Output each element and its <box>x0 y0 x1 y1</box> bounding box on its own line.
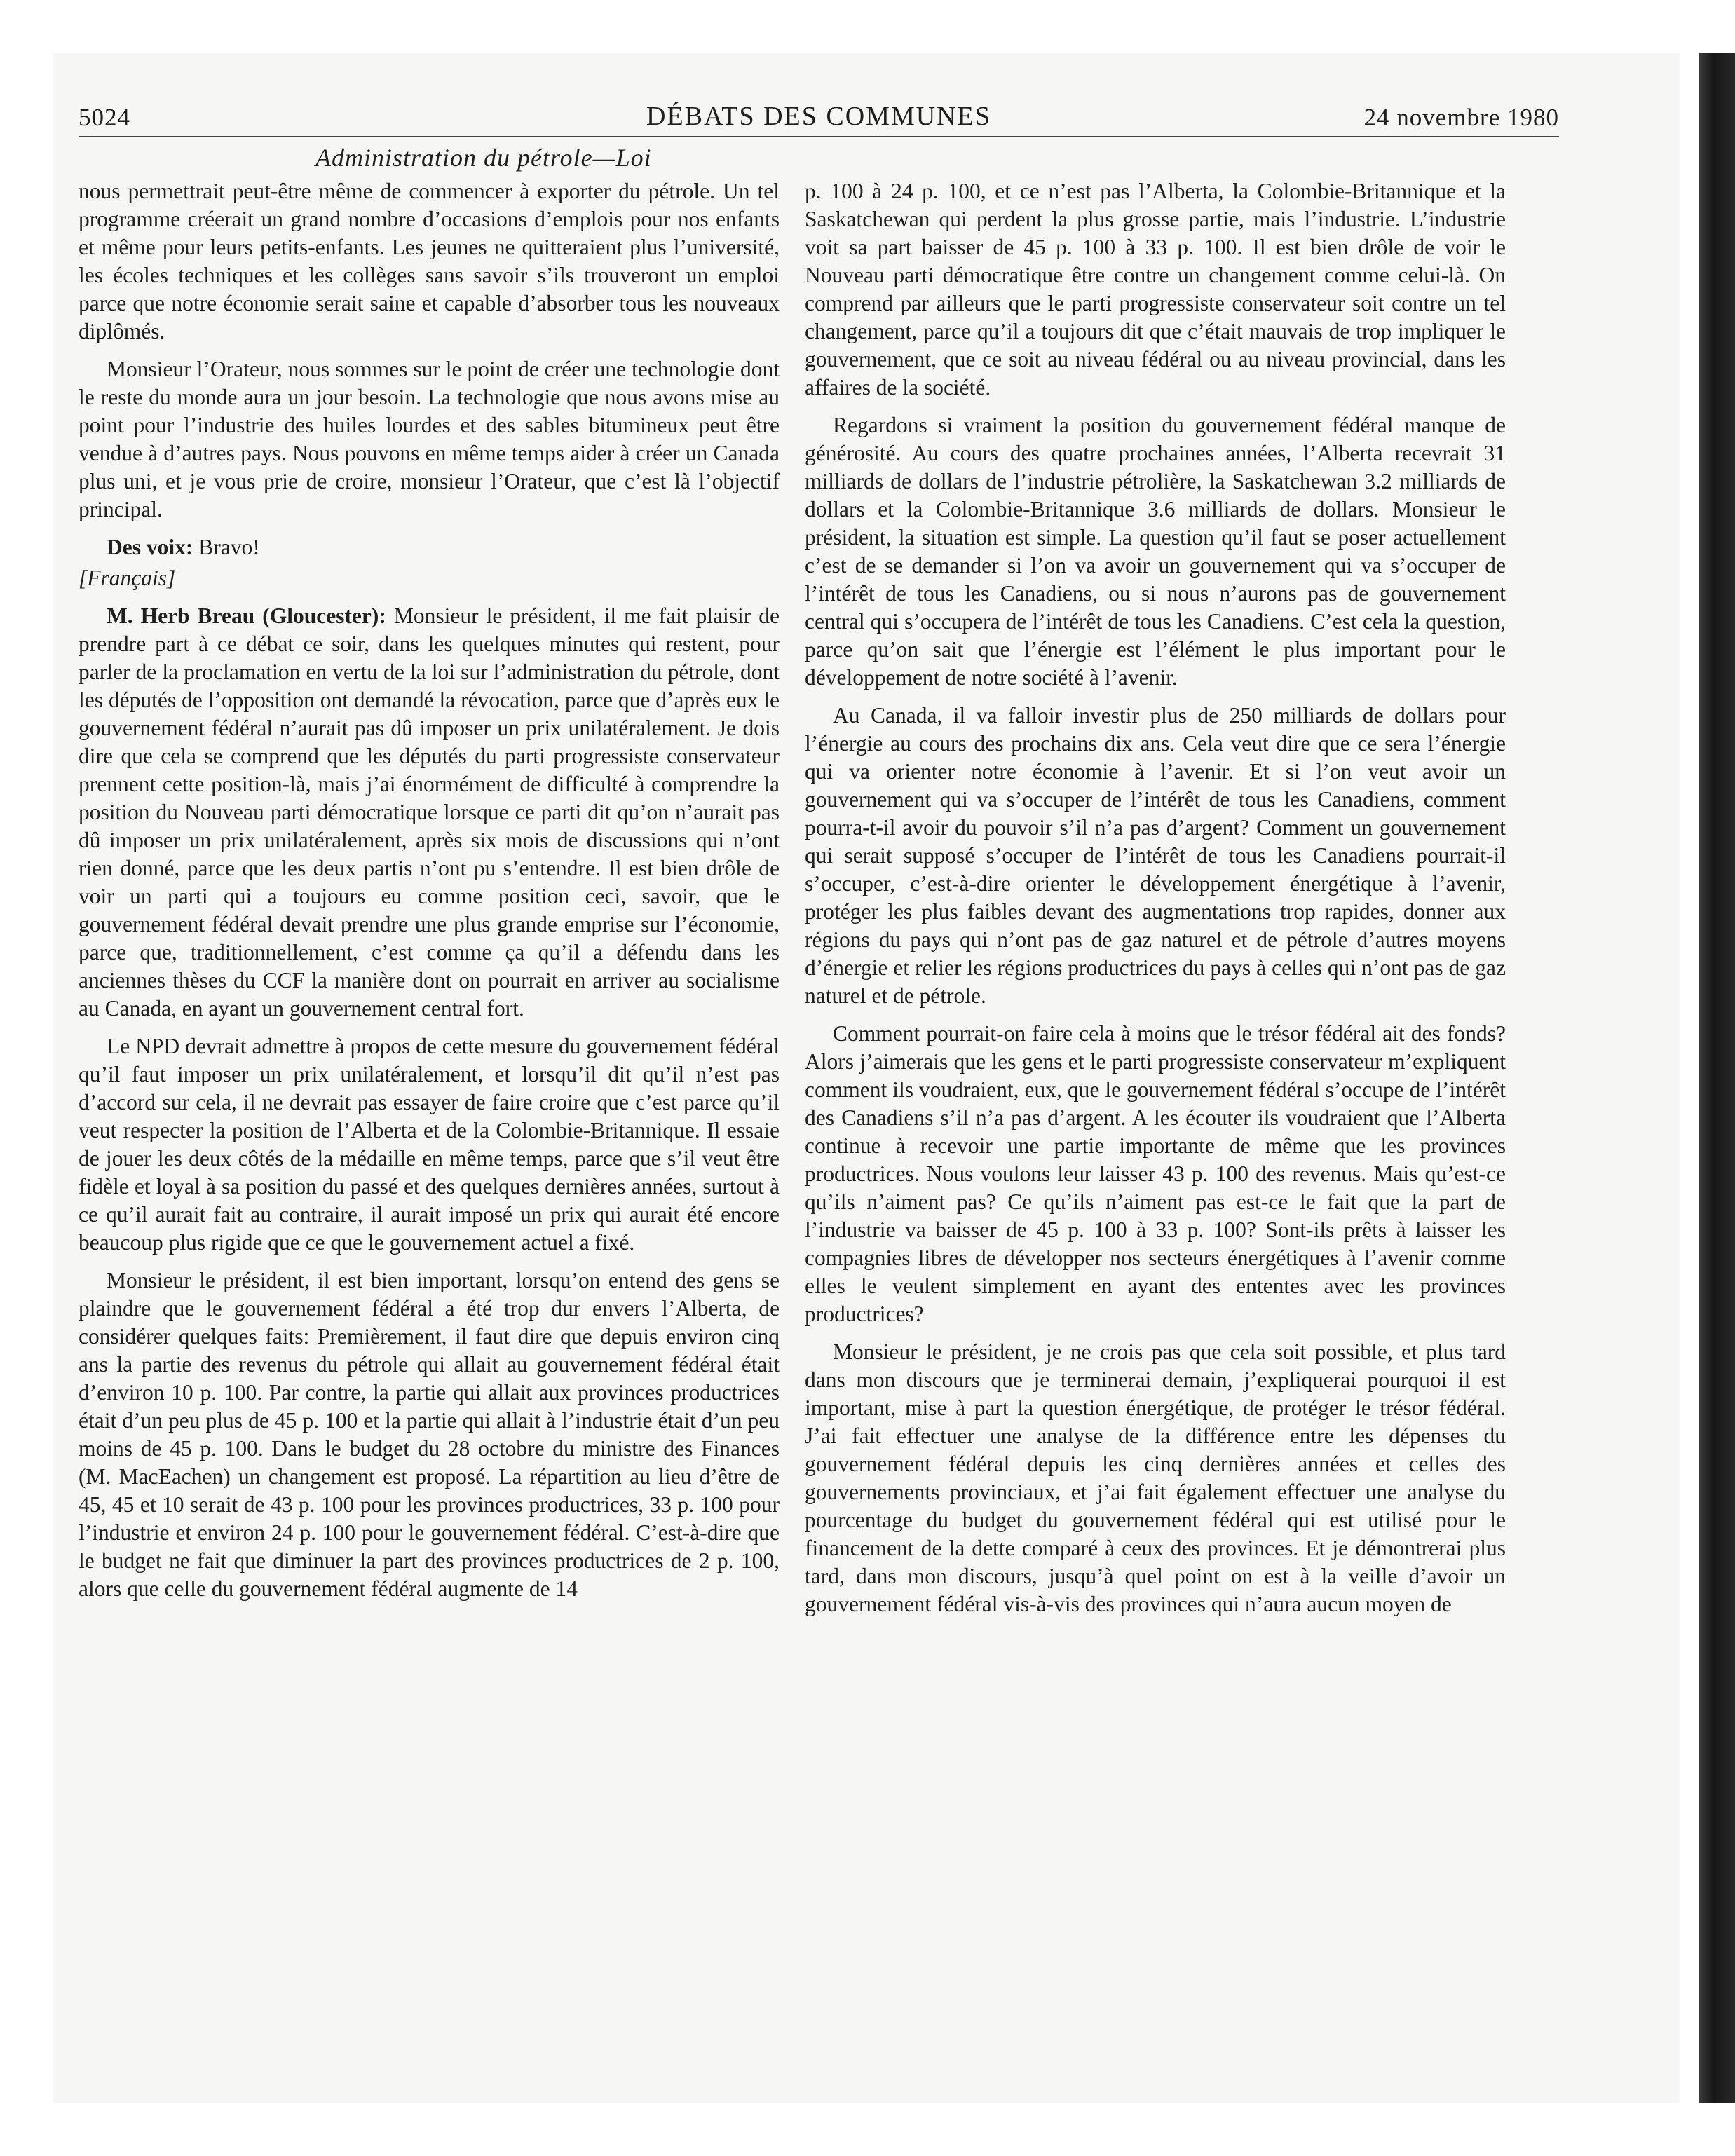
interjection <box>79 533 780 561</box>
speech-paragraph <box>79 602 780 1023</box>
speech-text: Monsieur le président, il me fait plaisir de prendre part à ce débat ce soir, dans les quelques minutes qui restent, pour parler de la proclamation en vertu de la loi sur l’administration du pétrole, dont les députés de l’opposition ont demandé la révocation, parce que d’après eux le gouvernement fédéral n’aurait pas dû imposer un prix unilatéralement. Je dois dire que cela se comprend que les députés du parti progressiste conservateur prennent cette position-là, mais j’ai énormément de difficulté à comprendre la position du Nouveau parti démocratique lorsque ce parti dit qu’on n’aurait pas dû imposer un prix unilatéralement, après six mois de discussions qui n’ont rien donné, parce que les deux partis n’ont pu s’entendre. Il est bien drôle de voir un parti qui a toujours eu comme position ceci, savoir, que le gouvernement fédéral devait prendre une plus grande emprise sur l’économie, parce que, traditionnellement, c’est comme ça qu’il a défendu dans les anciennes thèses du CCF la manière dont on pourrait en arriver au socialisme au Canada, en ayant un gouvernement central fort. <box>79 603 780 1021</box>
scan-edge-shadow <box>1699 53 1735 2103</box>
interjection-text: Bravo! <box>193 535 260 559</box>
paragraph: nous permettrait peut-être même de commencer à exporter du pétrole. Un tel programme créerait un grand nombre d’occasions d’emplois pour nos enfants et même pour leurs petits-enfants. Les jeunes ne quitteraient plus l’université, les écoles techniques et les collèges sans savoir s’ils trouveront un emploi parce que notre économie serait saine et capable d’absorber tous les nouveaux diplômés. <box>79 179 780 343</box>
paragraph: p. 100 à 24 p. 100, et ce n’est pas l’Alberta, la Colombie-Britannique et la Saskatchewan qui perdent la plus grosse partie, mais l’industrie. L’industrie voit sa part baisser de 45 p. 100 à 33 p. 100. Il est bien drôle de voir le Nouveau parti démocratique être contre un changement comme celui-là. On comprend par ailleurs que le parti progressiste conservateur soit contre un tel changement, parce qu’il a toujours dit que c’était mauvais de trop impliquer le gouvernement, que ce soit au niveau fédéral ou au niveau provincial, dans les affaires de la société. <box>805 179 1506 400</box>
page-header <box>79 94 1559 137</box>
left-column <box>79 177 780 1603</box>
paragraph: Le NPD devrait admettre à propos de cette mesure du gouvernement fédéral qu’il faut imposer un prix unilatéralement, et lorsqu’il dit qu’il n’est pas d’accord sur cela, il ne devrait pas essayer de faire croire que c’est parce qu’il veut respecter la position de l’Alberta et de la Colombie-Britannique. Il essaie de jouer les deux côtés de la médaille en même temps, parce que s’il veut être fidèle et loyal à sa position du passé et des quelques dernières années, surtout à ce qu’il aurait fait au contraire, il aurait imposé un prix qui aurait été encore beaucoup plus rigide que ce que le gouvernement actuel a fixé. <box>79 1034 780 1255</box>
paragraph: Monsieur le président, je ne crois pas que cela soit possible, et plus tard dans mon discours que je terminerai demain, j’expliquerai pourquoi il est important, mise à part la question énergétique, de protéger le trésor fédéral. J’ai fait effectuer une analyse de la différence entre les dépenses du gouvernement fédéral depuis les cinq dernières années et celles des gouvernements provinciaux, et j’ai fait également effectuer une analyse du pourcentage du budget du gouvernement fédéral qui est utilisé pour le financement de la dette comparé à ceux des provinces. Et je démontrerai plus tard, dans mon discours, jusqu’à quel point on est à la veille d’avoir un gouvernement fédéral vis-à-vis des provinces qui n’aura aucun moyen de <box>805 1339 1506 1616</box>
paragraph: Au Canada, il va falloir investir plus de 250 milliards de dollars pour l’énergie au cours des prochains dix ans. Cela veut dire que ce sera l’énergie qui va orienter notre économie à l’avenir. Et si l’on veut avoir un gouvernement qui va s’occuper de l’intérêt de tous les Canadiens, comment pourra-t-il avoir du pouvoir s’il n’a pas d’argent? Comment un gouvernement qui serait supposé s’occuper de l’intérêt de tous les Canadiens pourrait-il s’occuper, c’est-à-dire orienter le développement énergétique à l’avenir, protéger les plus faibles devant des augmentations trop rapides, donner aux régions du pays qui n’ont pas de gaz naturel et de pétrole d’autres moyens d’énergie et relier les régions productrices du pays à celles qui n’ont pas de gaz naturel et de pétrole. <box>805 703 1506 1008</box>
speaker-name: Des voix: <box>107 535 193 559</box>
paragraph: Monsieur le président, il est bien important, lorsqu’on entend des gens se plaindre que le gouvernement fédéral a été trop dur envers l’Alberta, de considérer quelques faits: Premièrement, il faut dire que depuis environ cinq ans la partie des revenus du pétrole qui allait au gouvernement fédéral était d’environ 10 p. 100. Par contre, la partie qui allait aux provinces productrices était d’un peu plus de 45 p. 100 et la partie qui allait à l’industrie était d’un peu moins de 45 p. 100. Dans le budget du 28 octobre du ministre des Finances (M. MacEachen) un changement est proposé. La répartition au lieu d’être de 45, 45 et 10 serait de 43 p. 100 pour les provinces productrices, 33 p. 100 pour l’industrie et environ 24 p. 100 pour le gouvernement fédéral. C’est-à-dire que le budget ne fait que diminuer la part des provinces productrices de 2 p. 100, alors que celle du gouvernement fédéral augmente de 14 <box>79 1268 780 1601</box>
page-number: 5024 <box>79 104 130 131</box>
language-marker: [Français] <box>79 566 176 590</box>
running-title: Administration du pétrole—Loi <box>315 144 652 172</box>
paragraph: Monsieur l’Orateur, nous sommes sur le point de créer une technologie dont le reste du monde aura un jour besoin. La technologie que nous avons mise au point pour l’industrie des huiles lourdes et des sables bitumineux peut être vendue à d’autres pays. Nous pouvons en même temps aider à créer un Canada plus uni, et je vous prie de croire, monsieur l’Orateur, que c’est là l’objectif principal. <box>79 357 780 521</box>
header-date: 24 novembre 1980 <box>1363 104 1559 131</box>
right-column <box>805 177 1506 1618</box>
paragraph: Comment pourrait-on faire cela à moins que le trésor fédéral ait des fonds? Alors j’aimerais que les gens et le parti progressiste conservateur m’expliquent comment ils voudraient, eux, que le gouvernement fédéral s’occupe de l’intérêt des Canadiens s’il n’a pas d’argent. A les écouter ils voudraient que l’Alberta continue à recevoir une partie importante de même que les provinces productrices. Nous voulons leur laisser 43 p. 100 des revenus. Mais qu’est-ce qu’ils n’aiment pas? Ce qu’ils n’aiment pas est-ce le fait que la part de l’industrie va baisser de 45 p. 100 à 33 p. 100? Sont-ils prêts à laisser les compagnies libres de développer nos secteurs énergétiques à l’avenir comme elles le veulent simplement en ayant des ententes avec les provinces productrices? <box>805 1021 1506 1326</box>
journal-title: DÉBATS DES COMMUNES <box>646 102 991 131</box>
paragraph: Regardons si vraiment la position du gouvernement fédéral manque de générosité. Au cours des quatre prochaines années, l’Alberta recevrait 31 milliards de dollars de l’industrie pétrolière, la Saskatchewan 3.2 milliards de dollars et la Colombie-Britannique 3.6 milliards de dollars. Monsieur le président, la situation est simple. La question qu’il faut se poser actuellement c’est de se demander si l’on va avoir un gouvernement qui va s’occuper de l’intérêt de tous les Canadiens, ou si nous n’aurons pas de gouvernement central qui s’occupera de l’intérêt de tous les Canadiens. C’est cela la question, parce qu’on sait que l’énergie est l’élément le plus important pour le développement de notre société à l’avenir. <box>805 413 1506 690</box>
speaker-name: M. Herb Breau (Gloucester): <box>107 603 386 628</box>
